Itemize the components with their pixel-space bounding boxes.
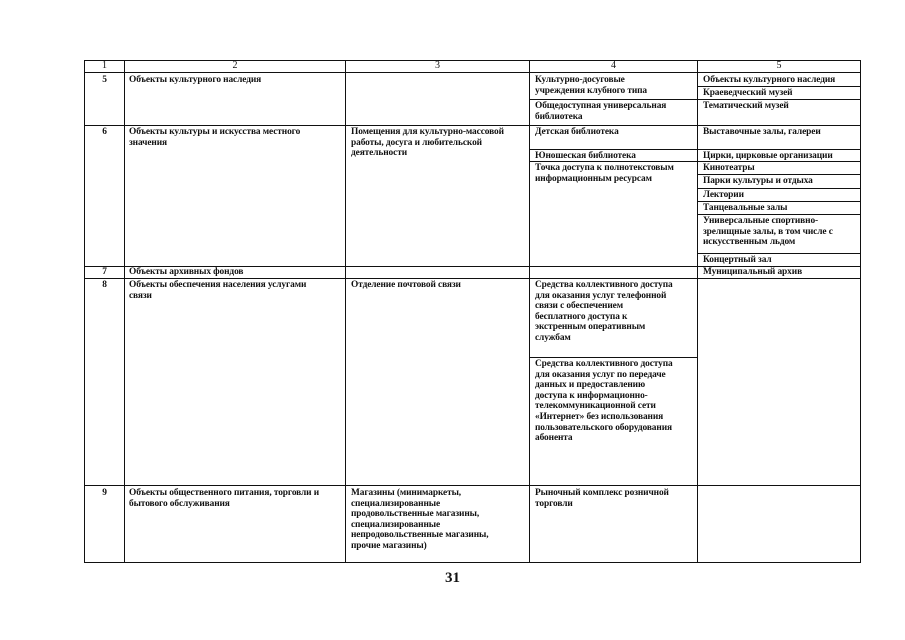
row-divider: [84, 278, 861, 279]
column-divider: [697, 60, 698, 563]
facility-cell: Культурно-досуговые учреждения клубного типа: [535, 75, 648, 96]
premises-cell: Помещения для культурно-массовой работы, досуга и любительской деятельности: [351, 127, 504, 159]
column-divider: [529, 60, 530, 563]
header-divider: [84, 72, 861, 73]
object-name: Объекты культурного наследия: [129, 75, 262, 85]
facility-cell: Рыночный комплекс розничной торговли: [535, 488, 669, 509]
column-header: 1: [102, 60, 107, 71]
table-border-right: [860, 60, 861, 563]
additional-cell: Краеведческий музей: [703, 88, 793, 98]
premises-cell: Магазины (минимаркеты, специализированные продовольственные магазины, специализированные непродовольственные магазины, прочие магазины): [351, 488, 489, 551]
row-number: 8: [102, 280, 107, 290]
sub-row-divider: [697, 253, 861, 254]
facility-cell: Средства коллективного доступа для оказания услуг по передаче данных и предоставлению доступа к информационно- телекоммуникационной сети «Интернет» без использования пользовательского оборудования абонента: [535, 359, 673, 444]
sub-row-divider: [697, 149, 861, 150]
sub-row-divider: [529, 149, 697, 150]
row-number: 7: [102, 267, 107, 277]
sub-row-divider: [697, 174, 861, 175]
additional-cell: Муниципальный архив: [703, 267, 803, 277]
object-name: Объекты архивных фондов: [129, 267, 244, 277]
premises-cell: Отделение почтовой связи: [351, 280, 461, 290]
facility-cell: Точка доступа к полнотекстовым информационным ресурсам: [535, 163, 674, 184]
sub-row-divider: [529, 99, 697, 100]
additional-cell: Универсальные спортивно- зрелищные залы, в том числе с искусственным льдом: [703, 216, 833, 248]
column-divider: [345, 60, 346, 563]
table-border-bottom: [84, 562, 861, 563]
additional-cell: Концертный зал: [703, 255, 772, 265]
additional-cell: Объекты культурного наследия: [703, 75, 836, 85]
facility-cell: Юношеская библиотека: [535, 151, 636, 161]
object-name: Объекты культуры и искусства местного значения: [129, 127, 301, 148]
additional-cell: Выставочные залы, галереи: [703, 127, 821, 137]
sub-row-divider: [697, 201, 861, 202]
sub-row-divider: [697, 214, 861, 215]
sub-row-divider: [697, 99, 861, 100]
facility-cell: Средства коллективного доступа для оказания услуг телефонной связи с обеспечением бесплатного доступа к экстренным оперативным службам: [535, 280, 673, 343]
row-number: 6: [102, 127, 107, 137]
sub-row-divider: [697, 188, 861, 189]
additional-cell: Лектории: [703, 190, 744, 200]
document-table: [84, 60, 861, 563]
sub-row-divider: [697, 86, 861, 87]
page-number: 31: [445, 570, 460, 586]
facility-cell: Общедоступная универсальная библиотека: [535, 101, 667, 122]
row-divider: [84, 485, 861, 486]
row-number: 9: [102, 488, 107, 498]
additional-cell: Тематический музей: [703, 101, 789, 111]
additional-cell: Парки культуры и отдыха: [703, 176, 813, 186]
column-header: 4: [611, 60, 616, 71]
column-header: 3: [435, 60, 440, 71]
column-header: 5: [776, 60, 782, 71]
row-divider: [84, 125, 861, 126]
facility-cell: Детская библиотека: [535, 127, 619, 137]
sub-row-divider: [529, 357, 697, 358]
additional-cell: Кинотеатры: [703, 163, 755, 173]
additional-cell: Танцевальные залы: [703, 203, 788, 213]
row-number: 5: [102, 75, 107, 85]
object-name: Объекты обеспечения населения услугами связи: [129, 280, 307, 301]
column-header: 2: [232, 60, 238, 71]
object-name: Объекты общественного питания, торговли и бытового обслуживания: [129, 488, 320, 509]
column-divider: [124, 60, 125, 563]
additional-cell: Цирки, цирковые организации: [703, 151, 833, 161]
